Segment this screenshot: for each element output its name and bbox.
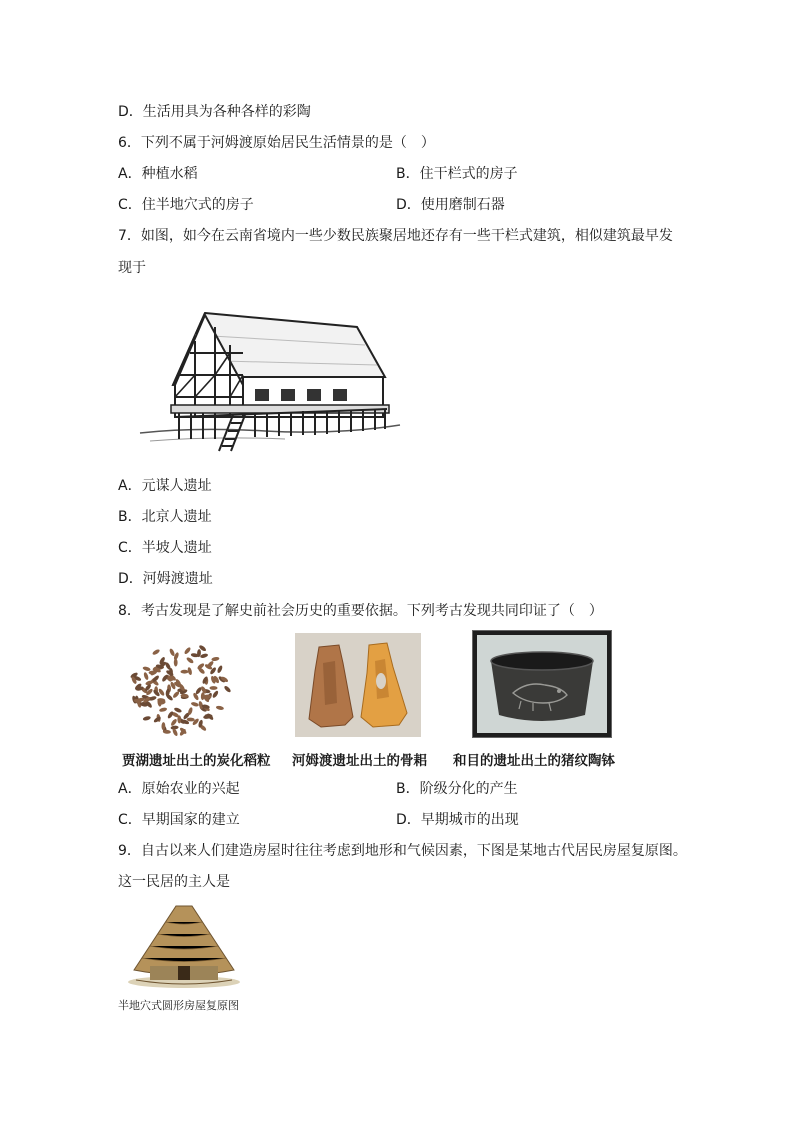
q9-stem-line2: 这一民居的主人是 <box>118 874 230 890</box>
rice-grain <box>181 670 189 674</box>
rice-grain <box>216 665 223 674</box>
rice-grain <box>211 656 220 661</box>
rice-grain <box>143 672 149 681</box>
pig-pattern-bowl-photo <box>472 630 612 738</box>
q6-option-d: D．使用磨制石器 <box>396 197 505 213</box>
q8-stem: 8．考古发现是了解史前社会历史的重要依据。下列考古发现共同印证了（ ） <box>118 603 603 619</box>
q7-option-a: A．元谋人遗址 <box>118 478 212 494</box>
rice-grain <box>223 685 231 693</box>
stilt-house-illustration <box>135 305 405 460</box>
q7-option-d: D．河姆渡遗址 <box>118 571 213 587</box>
rice-grain <box>173 707 182 714</box>
semi-subterranean-hut-illustration <box>126 902 242 990</box>
bone-spade-photo <box>295 633 421 737</box>
q8-option-d: D．早期城市的出现 <box>396 812 519 828</box>
q8-option-b: B．阶级分化的产生 <box>396 781 518 797</box>
q5-option-d: D．生活用具为各种各样的彩陶 <box>118 104 311 120</box>
rice-grain <box>169 648 176 657</box>
rice-grain <box>200 653 209 659</box>
rice-grain <box>186 656 195 664</box>
q6-option-b: B．住干栏式的房子 <box>396 166 518 182</box>
rice-grain <box>152 648 161 655</box>
q8-option-c: C．早期国家的建立 <box>118 812 240 828</box>
rice-grain <box>174 658 178 666</box>
q8-caption-pottery: 和目的遗址出土的猪纹陶钵 <box>453 753 615 769</box>
q8-caption-rice: 贾湖遗址出土的炭化稻粒 <box>122 753 271 769</box>
q6-option-a: A．种植水稻 <box>118 166 198 182</box>
q8-option-a: A．原始农业的兴起 <box>118 781 240 797</box>
rice-grain <box>170 718 178 727</box>
rice-grain <box>216 705 225 710</box>
q7-option-b: B．北京人遗址 <box>118 509 212 525</box>
q7-option-c: C．半坡人遗址 <box>118 540 212 556</box>
rice-grain <box>210 686 218 690</box>
rice-grain <box>142 666 151 672</box>
q7-stem-line1: 7．如图，如今在云南省境内一些少数民族聚居地还存有一些干栏式建筑，相似建筑最早发 <box>118 228 673 244</box>
q6-option-c: C．住半地穴式的房子 <box>118 197 254 213</box>
q9-stem-line1: 9．自古以来人们建造房屋时往往考虑到地形和气候因素，下图是某地古代居民房屋复原图。 <box>118 843 687 859</box>
rice-grain <box>187 717 195 721</box>
q8-caption-bone-spade: 河姆渡遗址出土的骨耜 <box>292 753 427 769</box>
q9-figure-caption: 半地穴式圆形房屋复原图 <box>118 999 239 1012</box>
rice-grain <box>183 646 191 655</box>
rice-grain <box>191 701 200 707</box>
rice-grain <box>177 715 181 723</box>
rice-grain <box>212 690 220 699</box>
carbonized-rice-photo <box>124 636 236 740</box>
rice-grain <box>142 716 151 722</box>
rice-grain <box>159 707 168 713</box>
q7-stem-line2: 现于 <box>118 260 146 276</box>
q6-stem: 6．下列不属于河姆渡原始居民生活情景的是（ ） <box>118 135 435 151</box>
